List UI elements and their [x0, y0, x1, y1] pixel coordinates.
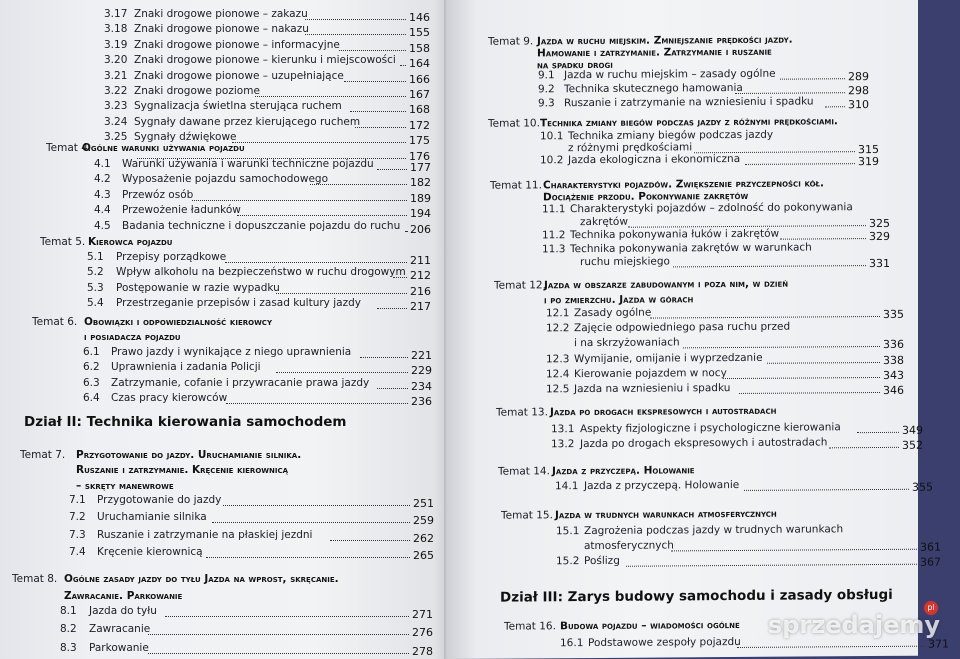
- page-number: 278: [412, 644, 433, 658]
- leader-dots: [377, 378, 408, 389]
- entry-number: 4.4: [94, 204, 111, 217]
- entry-number: 12.2: [546, 322, 570, 335]
- topic-title: Technika zmiany biegów podczas jazdy z różnymi prędkościami.: [540, 115, 838, 130]
- entry-number: 4.3: [94, 188, 111, 201]
- topic-label: Temat 15.: [501, 509, 553, 522]
- leader-dots: [673, 255, 866, 267]
- entry-title: Sygnalizacja świetlna sterująca ruchem: [134, 100, 342, 113]
- page-number: 176: [409, 149, 430, 163]
- entry-number: 7.4: [69, 546, 86, 559]
- entry-number: 11.3: [542, 242, 566, 255]
- leader-dots: [355, 117, 406, 128]
- entry-title: Sygnały dawane przez kierującego ruchem: [134, 115, 361, 128]
- topic-label: Temat 5.: [40, 236, 86, 248]
- page-number: 265: [413, 549, 434, 563]
- page-number: 251: [413, 497, 434, 510]
- topic-title: Budowa pojazdu – wiadomości ogólne: [560, 618, 740, 633]
- topic-title: Jazda z przyczepą. Holowanie: [552, 464, 695, 478]
- leader-dots: [344, 71, 406, 82]
- entry-title: Wpływ alkoholu na bezpieczeństwo w ruchu drogowym: [116, 266, 406, 279]
- entry-number: 13.1: [551, 423, 575, 436]
- page-number: 212: [410, 269, 431, 283]
- entry-title: Przygotowanie do jazdy: [97, 494, 222, 506]
- page-number: 315: [858, 143, 879, 157]
- page-number: 367: [920, 555, 941, 570]
- entry-title: Podstawowe zespoły pojazdu: [588, 635, 741, 650]
- entry-number: 8.2: [60, 623, 77, 636]
- entry-number: 3.23: [104, 100, 128, 113]
- leader-dots: [192, 190, 407, 201]
- entry-number: 3.20: [104, 54, 128, 67]
- topic-title: na spadku drogi: [537, 59, 613, 72]
- entry-number: 15.1: [556, 525, 580, 538]
- entry-title-continued: z różnymi prędkościami: [568, 141, 693, 155]
- entry-title: Zagrożenia podczas jazdy w trudnych warunkach: [584, 523, 844, 538]
- entry-number: 4.5: [94, 219, 111, 232]
- topic-title: Jazda po drogach ekspresowych i autostradach: [550, 404, 777, 419]
- leader-dots: [255, 86, 406, 97]
- entry-title: Przewożenie ładunków: [122, 204, 241, 217]
- leader-dots: [305, 9, 406, 20]
- entry-title: Aspekty fizjologiczne i psychologiczne kierowania: [580, 421, 841, 436]
- entry-number: 13.2: [551, 438, 575, 451]
- entry-title: Jazda w ruchu miejskim – zasady ogólne: [564, 67, 776, 82]
- entry-number: 6.2: [83, 361, 100, 374]
- entry-number: 7.3: [69, 528, 86, 541]
- leader-dots: [857, 422, 899, 433]
- topic-label: Temat 12.: [494, 279, 546, 292]
- entry-title: Postępowanie w razie wypadku: [116, 281, 280, 294]
- topic-label: Temat 6.: [32, 316, 78, 328]
- entry-number: 3.25: [104, 131, 128, 144]
- entry-title: Znaki drogowe pionowe – zakazu: [134, 8, 308, 20]
- page-number: 335: [883, 307, 904, 321]
- leader-dots: [377, 298, 407, 309]
- page-number: 189: [410, 191, 431, 205]
- entry-number: 3.19: [104, 38, 128, 51]
- topic-label: Temat 10.: [488, 117, 540, 130]
- topic-title: i po zmierzchu. Jazda w górach: [544, 293, 694, 307]
- topic-label: Temat 16.: [504, 620, 556, 633]
- entry-number: 12.1: [546, 307, 570, 320]
- entry-title: Jazda po drogach ekspresowych i autostradach: [580, 436, 828, 451]
- leader-dots: [628, 215, 866, 228]
- topic-title: Obowiązki i odpowiedzialność kierowcy: [84, 316, 273, 328]
- page-number: 349: [902, 423, 923, 437]
- leader-dots: [671, 539, 917, 552]
- entry-title: Wymijanie, omijanie i wyprzedzanie: [574, 351, 763, 365]
- page-number: 194: [410, 207, 431, 221]
- page-number: 352: [902, 438, 923, 453]
- entry-title-continued: atmosferycznych: [584, 539, 674, 553]
- leader-dots: [276, 362, 408, 373]
- entry-number: 5.2: [87, 266, 104, 279]
- entry-title: Badania techniczne i dopuszczanie pojazdu do ruchu: [122, 219, 401, 232]
- page-number: 168: [409, 103, 430, 117]
- section-heading: Dział II: Technika kierowania samochodem: [24, 414, 347, 430]
- leader-dots: [225, 252, 407, 263]
- leader-dots: [723, 367, 880, 379]
- page-number: 206: [410, 222, 431, 236]
- entry-title: Uruchamianie silnika: [97, 511, 207, 524]
- entry-number: 11.2: [542, 229, 566, 242]
- leader-dots: [148, 643, 409, 654]
- entry-title-continued: ruchu miejskiego: [580, 255, 670, 268]
- entry-number: 5.1: [87, 251, 104, 263]
- leader-dots: [350, 101, 406, 112]
- leader-dots: [694, 141, 855, 153]
- entry-title: Kręcenie kierownicą: [97, 546, 203, 559]
- entry-title: Znaki drogowe pionowe – uzupełniające: [134, 69, 344, 82]
- leader-dots: [223, 495, 410, 506]
- page-number: 289: [848, 70, 869, 84]
- leader-dots: [735, 82, 845, 94]
- topic-title: Jazda w ruchu miejskim. Zmniejszanie prędkości jazdy.: [537, 33, 793, 48]
- entry-number: 4.1: [94, 158, 111, 170]
- entry-title: Czas pracy kierowców: [111, 392, 228, 405]
- leader-dots: [745, 154, 855, 166]
- topic-label: Temat 11.: [490, 179, 542, 192]
- topic-label: Temat 7.: [20, 449, 66, 461]
- entry-number: 3.21: [104, 69, 128, 82]
- leader-dots: [360, 347, 408, 358]
- entry-title: Charakterystyki pojazdów – zdolność do pokonywania: [570, 201, 853, 216]
- leader-dots: [780, 228, 866, 240]
- entry-number: 15.2: [556, 555, 580, 568]
- page-number: 361: [920, 540, 941, 554]
- page-number: 211: [410, 254, 431, 267]
- entry-number: 8.3: [60, 641, 77, 654]
- page-number: 371: [928, 637, 949, 651]
- topic-label: Temat 4.: [46, 142, 92, 154]
- entry-number: 3.17: [104, 8, 128, 20]
- entry-number: 12.4: [546, 367, 570, 381]
- page-number: 234: [411, 379, 432, 393]
- leader-dots: [148, 624, 409, 635]
- entry-title: Parkowanie: [89, 641, 149, 654]
- topic-title: Przygotowanie do jazdy. Uruchamianie silnika.: [76, 449, 302, 461]
- page-number: 331: [869, 256, 890, 270]
- page-number: 236: [411, 395, 432, 409]
- topic-title: Charakterystyki pojazdów. Zwiększenie przyczepności kół.: [543, 177, 824, 192]
- entry-title: Kierowanie pojazdem w nocy: [574, 366, 727, 380]
- topic-title: i posiadacza pojazdu: [84, 331, 181, 344]
- entry-title: Ruszanie i zatrzymanie na płaskiej jezdni: [97, 528, 313, 541]
- entry-number: 6.4: [83, 392, 100, 405]
- entry-title: Przestrzeganie przepisów i zasad kultury jazdy: [116, 297, 361, 310]
- leader-dots: [405, 221, 407, 232]
- topic-title: Zawracanie. Parkowanie: [64, 590, 183, 603]
- leader-dots: [829, 437, 899, 448]
- entry-number: 3.22: [104, 85, 128, 97]
- page-number: 172: [409, 118, 430, 132]
- entry-title: Wyposażenie pojazdu samochodowego: [122, 173, 328, 186]
- page-number: 167: [409, 88, 430, 101]
- page-number: 164: [409, 57, 430, 71]
- leader-dots: [305, 24, 406, 35]
- topic-title: – skręty manewrowe: [76, 479, 174, 492]
- entry-title: Zajęcie odpowiedniego pasa ruchu przed: [574, 320, 791, 335]
- leader-dots: [393, 267, 407, 278]
- page-number: 182: [410, 176, 431, 190]
- entry-title: Technika zmiany biegów podczas jazdy: [568, 128, 774, 143]
- entry-title: Technika skutecznego hamowania: [564, 82, 743, 96]
- entry-number: 3.18: [104, 23, 128, 36]
- entry-title: Sygnały dźwiękowe: [134, 131, 237, 144]
- entry-title: Zawracanie: [89, 623, 151, 636]
- topic-title: Jazda w trudnych warunkach atmosferycznych: [555, 507, 777, 522]
- topic-title: Hamowanie i zatrzymanie. Zatrzymanie i ruszanie: [537, 45, 772, 60]
- entry-number: 9.3: [538, 97, 555, 110]
- entry-number: 10.1: [540, 130, 564, 143]
- leader-dots: [212, 512, 410, 523]
- page-number: 158: [409, 41, 430, 55]
- page-number: 329: [869, 230, 890, 244]
- page-number: 310: [848, 98, 869, 112]
- leader-dots: [739, 382, 880, 394]
- topic-label: Temat 13.: [496, 406, 548, 419]
- entry-number: 5.3: [87, 281, 104, 294]
- entry-number: 7.2: [69, 511, 86, 524]
- page-number: 271: [412, 608, 433, 621]
- leader-dots: [825, 97, 845, 108]
- leader-dots: [226, 393, 408, 404]
- entry-title: Zatrzymanie, cofanie i przywracanie prawa jazdy: [111, 376, 370, 389]
- entry-number: 7.1: [69, 494, 86, 506]
- entry-title: Ruszanie i zatrzymanie na wzniesieniu i spadku: [564, 95, 814, 110]
- page-number: 298: [848, 84, 869, 98]
- entry-number: 16.1: [560, 637, 584, 650]
- entry-number: 11.1: [542, 203, 566, 216]
- leader-dots: [330, 530, 410, 541]
- topic-title: Kierowca pojazdu: [88, 236, 173, 248]
- page-number: 319: [858, 155, 879, 169]
- entry-number: 14.1: [555, 480, 579, 493]
- entry-title: Znaki drogowe poziome: [134, 85, 260, 97]
- page-number: 229: [411, 364, 432, 378]
- entry-title-continued: zakrętów: [580, 215, 628, 229]
- entry-title: Technika pokonywania zakrętów w warunkach: [570, 241, 812, 255]
- page-number: 346: [883, 383, 904, 397]
- page-number: 177: [410, 161, 431, 174]
- entry-title: Jazda z przyczepą. Holowanie: [584, 478, 740, 493]
- section-heading: Dział III: Zarys budowy samochodu i zasady obsługi: [500, 586, 893, 606]
- leader-dots: [683, 336, 880, 348]
- entry-number: 6.1: [83, 346, 100, 358]
- entry-title: Prawo jazdy i wynikające z niego uprawnienia: [111, 346, 352, 358]
- entry-number: 10.2: [540, 154, 564, 167]
- entry-title: Znaki drogowe pionowe – informacyjne: [134, 38, 340, 51]
- entry-number: 12.5: [546, 383, 570, 396]
- page-number: 155: [409, 26, 430, 40]
- page-number: 262: [413, 531, 434, 545]
- entry-title: Przewóz osób: [122, 188, 194, 201]
- entry-number: 5.4: [87, 297, 104, 310]
- leader-dots: [400, 55, 406, 66]
- entry-title: Przepisy porządkowe: [116, 251, 227, 263]
- page-number: 146: [409, 11, 430, 24]
- topic-title: Ruszanie i zatrzymanie. Kręcenie kierownicą: [76, 464, 289, 477]
- page-number: 355: [912, 480, 933, 494]
- entry-title: Znaki drogowe pionowe – kierunku i miejscowości: [134, 54, 396, 67]
- leader-dots: [626, 554, 917, 567]
- entry-number: 12.3: [546, 352, 570, 365]
- left-page: [0, 0, 452, 659]
- leader-dots: [232, 132, 406, 143]
- topic-title: Jazda w obszarze zabudowanym i poza nim, w dzień: [544, 277, 789, 292]
- entry-title: Jazda ekologiczna i ekonomiczna: [568, 153, 741, 167]
- entry-number: 3.24: [104, 115, 128, 128]
- leader-dots: [237, 205, 407, 216]
- page-number: 217: [410, 300, 431, 314]
- entry-title: Jazda do tyłu: [89, 605, 157, 617]
- leader-dots: [377, 159, 407, 170]
- entry-title-continued: i na skrzyżowaniach: [574, 336, 680, 350]
- watermark-badge: pl: [924, 601, 938, 615]
- leader-dots: [165, 606, 409, 617]
- page-number: 336: [883, 338, 904, 352]
- page-number: 166: [409, 72, 430, 86]
- entry-number: 8.1: [60, 605, 77, 617]
- leader-dots: [310, 174, 407, 185]
- page-number: 216: [410, 284, 431, 298]
- leader-dots: [767, 352, 880, 364]
- page-number: 338: [883, 353, 904, 367]
- leader-dots: [339, 40, 406, 51]
- entry-title: Uprawnienia i zadania Policji: [111, 361, 261, 374]
- leader-dots: [276, 283, 407, 294]
- entry-number: 9.2: [538, 83, 555, 96]
- watermark-logo: sprzedajemy: [767, 611, 940, 639]
- entry-title: Poślizg: [584, 555, 620, 568]
- page-number: 276: [412, 626, 433, 640]
- entry-title: Znaki drogowe pionowe – nakazu: [134, 23, 309, 36]
- topic-label: Temat 14.: [498, 465, 550, 478]
- topic-title: Ogólne zasady jazdy do tyłu Jazda na wprost, skręcanie.: [64, 573, 339, 585]
- entry-number: 6.3: [83, 376, 100, 389]
- topic-title: Dociążenie przodu. Pokonywanie zakrętów: [543, 190, 749, 204]
- entry-number: 9.1: [538, 69, 555, 82]
- page-number: 221: [411, 349, 432, 362]
- leader-dots: [780, 68, 845, 79]
- entry-title: Zasady ogólne: [574, 306, 652, 320]
- topic-title: Ogólne warunki używania pojazdu: [82, 142, 245, 154]
- leader-dots: [650, 306, 880, 319]
- page-number: 325: [869, 217, 890, 231]
- entry-title: Technika pokonywania łuków i zakrętów: [570, 228, 780, 242]
- entry-number: 4.2: [94, 173, 111, 186]
- leader-dots: [744, 479, 909, 491]
- topic-label: Temat 8.: [12, 573, 58, 585]
- entry-title: Jazda na wzniesieniu i spadku: [574, 382, 731, 396]
- entry-title: Warunki używania i warunki techniczne pojazdu: [122, 158, 374, 170]
- page-number: 175: [409, 134, 430, 148]
- page-number: 259: [413, 514, 434, 528]
- leader-dots: [206, 547, 410, 558]
- page-number: 343: [883, 368, 904, 382]
- topic-label: Temat 9.: [488, 35, 534, 48]
